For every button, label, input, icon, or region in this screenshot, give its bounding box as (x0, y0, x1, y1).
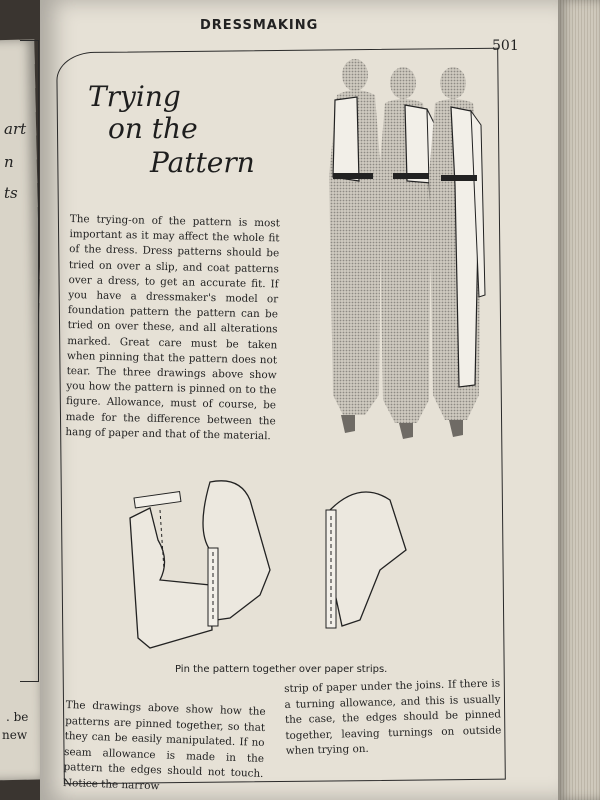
page-number: 501 (492, 38, 519, 54)
three-figures-illustration (315, 55, 505, 445)
title-line-1: Trying (88, 80, 181, 113)
page-edges (558, 0, 600, 800)
left-fragment: n (4, 153, 14, 171)
bottom-text-left: The drawings above show how the patterns are pinned together, so that they can be easily manipulated. If no seam allowance is made in the pattern the edges should not touch. Notice the narrow (62, 698, 266, 792)
body-paragraph: The trying-on of the pattern is most important as it may affect the whole fit of the dress. Dress patterns should be tried on over a slip, and coat patterns over a dress, to get an accurate fit. If you have a dressmaker's model or foundation pattern the pattern can be tried on over these, and all alterations marked. Great care must be taken when pinning that the pattern does not tear. The three drawings above show you how the pattern is pinned on to the figure. Allowance, must of course, be made for the difference between the hang of paper and that of the material. (65, 212, 280, 443)
left-fragment: ts (4, 184, 18, 202)
pattern-pieces-illustration (120, 470, 440, 655)
figure-caption: Pin the pattern together over paper strips. (175, 664, 388, 675)
title-line-3: Pattern (150, 146, 255, 179)
left-fragment: art (4, 120, 27, 138)
bottom-text-right: strip of paper under the joins. If there is a turning allowance, and this is usually the case, the edges should be pinned together, leaving turnings on outside when trying on. (284, 677, 502, 757)
title-line-2: on the (108, 112, 198, 145)
running-head: DRESSMAKING (200, 18, 319, 33)
left-fragment: . be (6, 710, 29, 724)
left-fragment: new (2, 728, 28, 742)
